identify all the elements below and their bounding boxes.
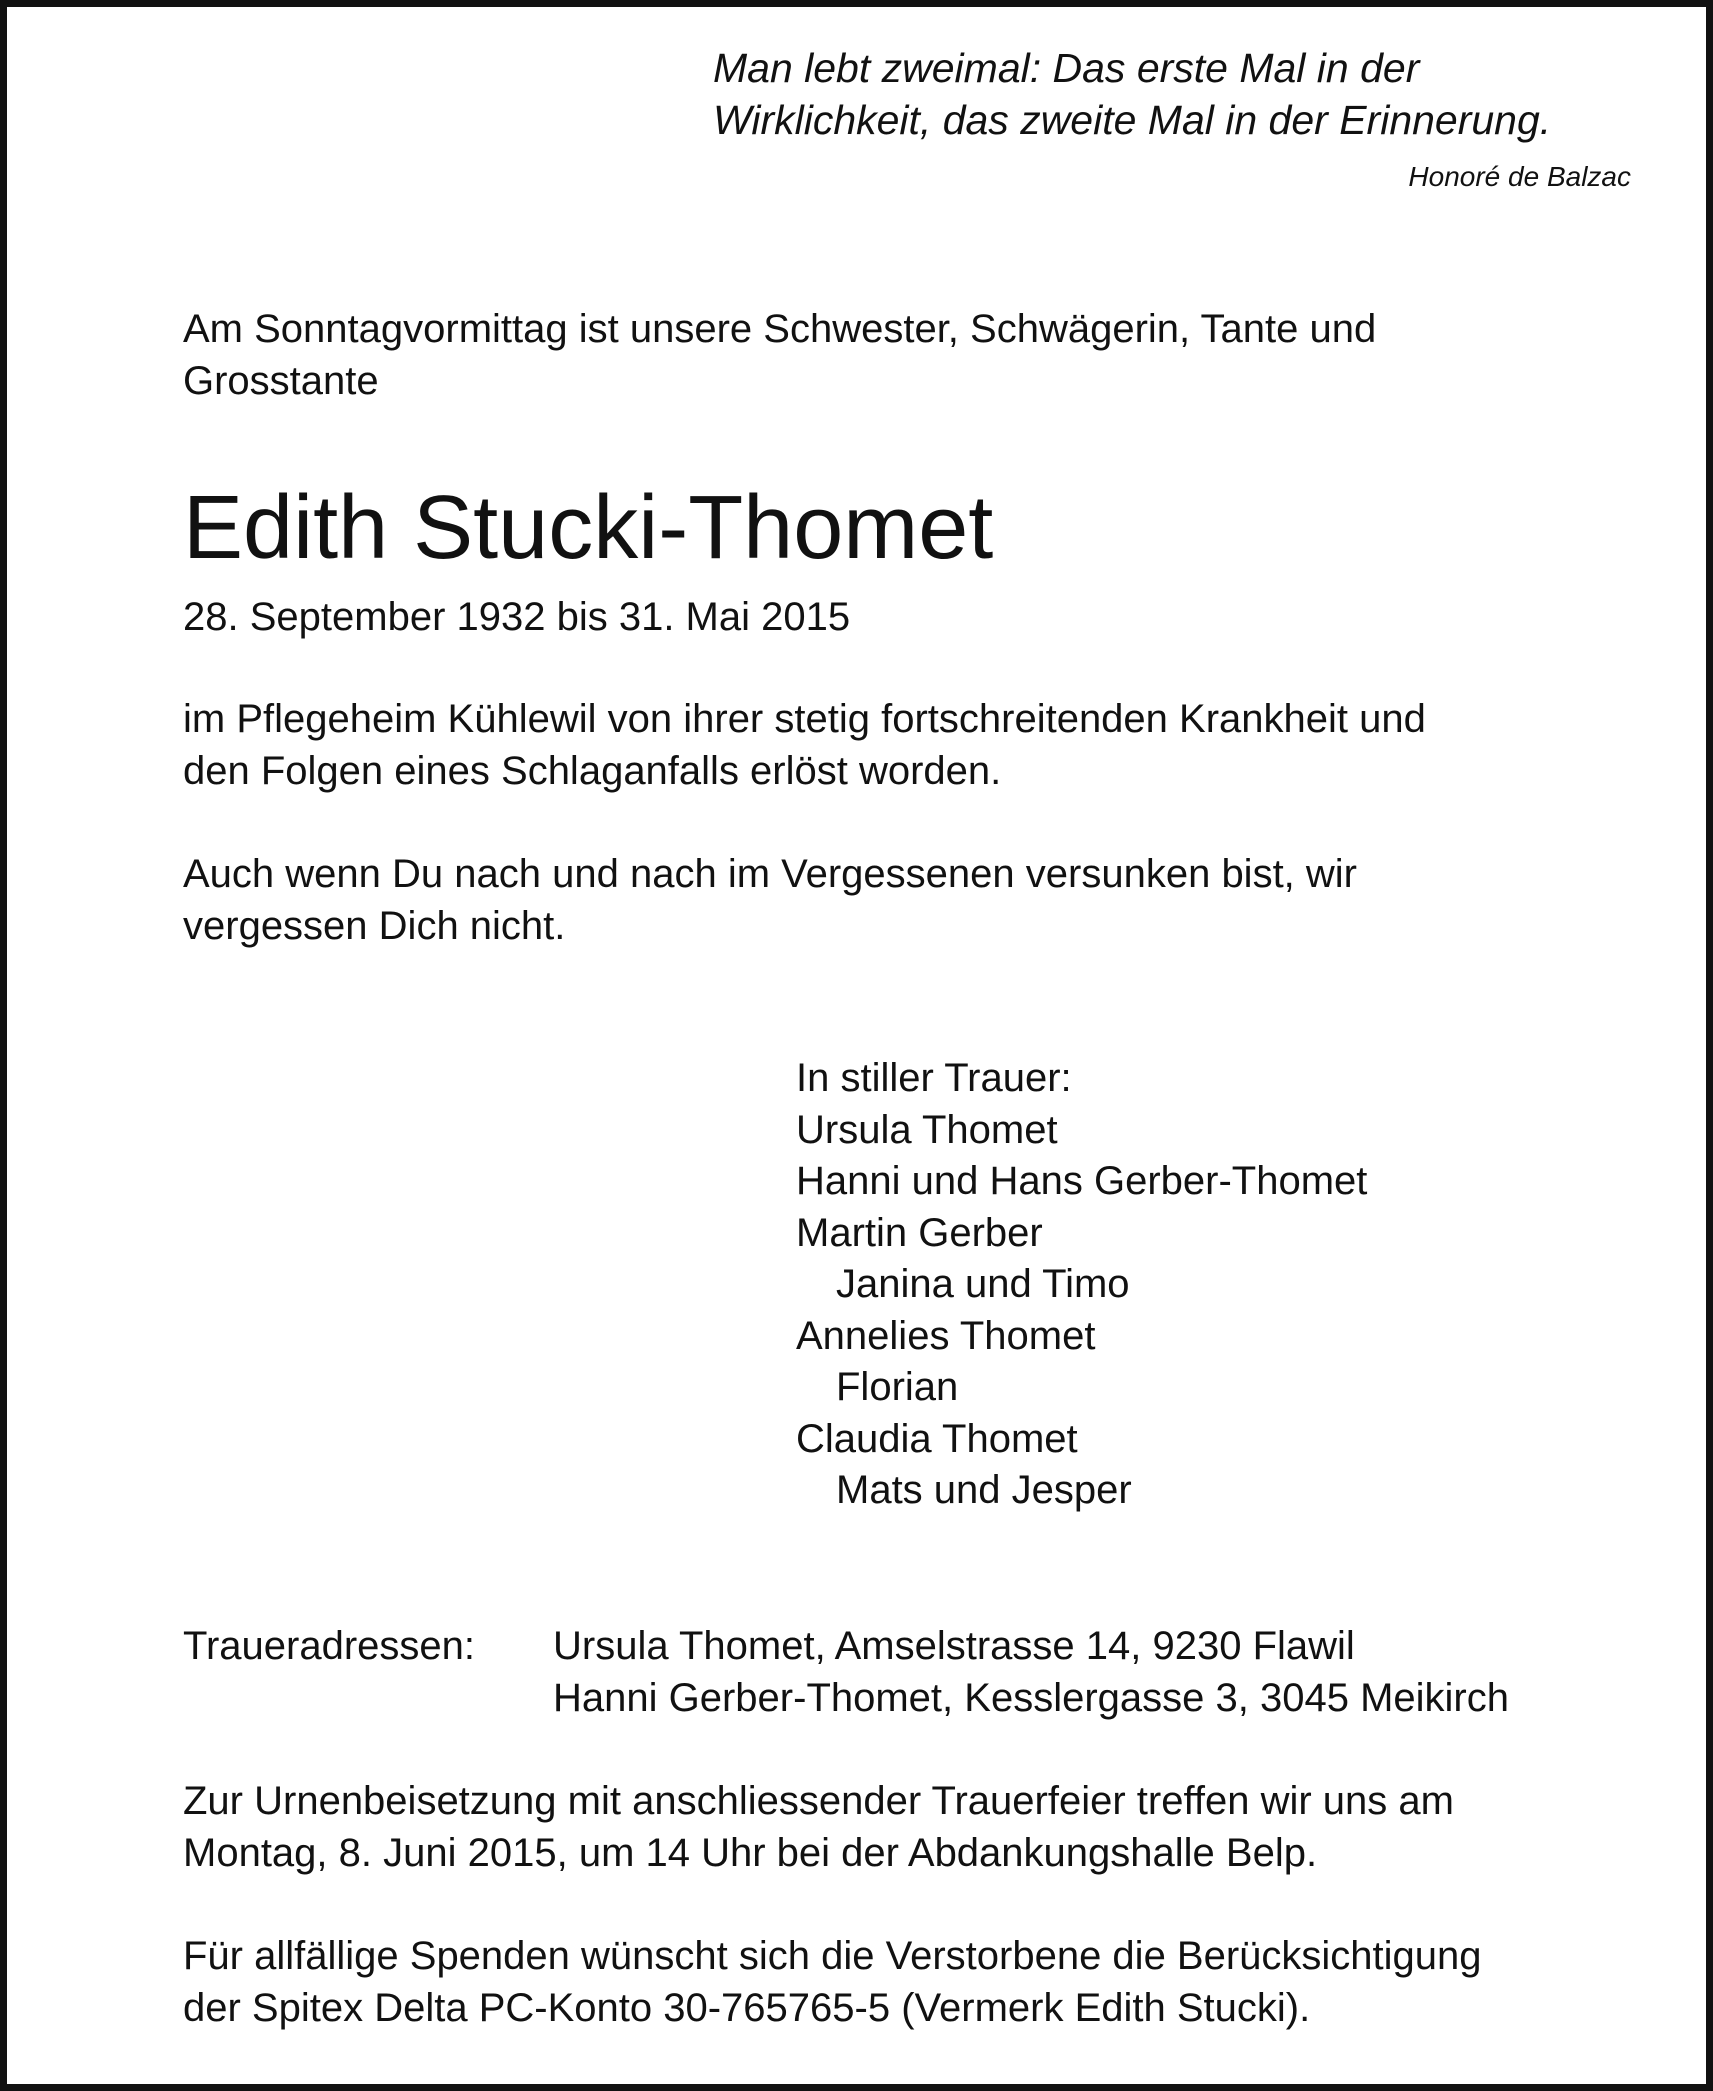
addresses-list: [553, 1620, 1509, 1724]
mourner-name: Claudia Thomet: [796, 1416, 1078, 1461]
motto-quote: [713, 42, 1633, 146]
mourner-name-child: Florian: [836, 1365, 959, 1409]
address-line: Ursula Thomet, Amselstrasse 14, 9230 Flawil: [553, 1624, 1355, 1668]
mourner-name: Annelies Thomet: [796, 1313, 1096, 1358]
paragraph-line: Zur Urnenbeisetzung mit anschliessender Trauerfeier treffen wir uns am: [183, 1779, 1454, 1823]
mourner-name-child: Mats und Jesper: [836, 1468, 1132, 1512]
paragraph-passing: [183, 693, 1623, 797]
paragraph-line: der Spitex Delta PC-Konto 30-765765-5 (Vermerk Edith Stucki).: [183, 1986, 1311, 2030]
intro-line: Am Sonntagvormittag ist unsere Schwester, Schwägerin, Tante und: [183, 307, 1377, 351]
motto-line: Man lebt zweimal: Das erste Mal in der: [713, 45, 1420, 91]
paragraph-line: den Folgen eines Schlaganfalls erlöst worden.: [183, 749, 1002, 793]
mourners-heading: In stiller Trauer:: [796, 1056, 1072, 1100]
intro-line: Grosstante: [183, 359, 379, 403]
mourner-name: Hanni und Hans Gerber-Thomet: [796, 1159, 1368, 1203]
paragraph-line: vergessen Dich nicht.: [183, 904, 566, 948]
addresses-label: Traueradressen:: [183, 1624, 475, 1668]
mourner-name-child: Janina und Timo: [836, 1262, 1130, 1306]
address-line: Hanni Gerber-Thomet, Kesslergasse 3, 3045 Meikirch: [553, 1676, 1509, 1720]
motto-author: Honoré de Balzac: [1408, 161, 1631, 192]
paragraph-line: Montag, 8. Juni 2015, um 14 Uhr bei der Abdankungshalle Belp.: [183, 1831, 1318, 1875]
paragraph-ceremony: [183, 1775, 1623, 1879]
paragraph-line: Für allfällige Spenden wünscht sich die Verstorbene die Berücksichtigung: [183, 1934, 1482, 1978]
mourners-list: [796, 1053, 1696, 1517]
mourner-name: Ursula Thomet: [796, 1107, 1058, 1152]
paragraph-line: Auch wenn Du nach und nach im Vergessenen versunken bist, wir: [183, 852, 1358, 896]
paragraph-remembrance: [183, 848, 1623, 952]
mourner-name: Martin Gerber: [796, 1210, 1043, 1255]
paragraph-donations: [183, 1930, 1623, 2034]
life-dates: 28. September 1932 bis 31. Mai 2015: [183, 595, 851, 639]
motto-line: Wirklichkeit, das zweite Mal in der Erinnerung.: [713, 97, 1552, 143]
intro-text: [183, 303, 1623, 407]
paragraph-line: im Pflegeheim Kühlewil von ihrer stetig fortschreitenden Krankheit und: [183, 697, 1426, 741]
deceased-name: Edith Stucki-Thomet: [183, 478, 994, 578]
